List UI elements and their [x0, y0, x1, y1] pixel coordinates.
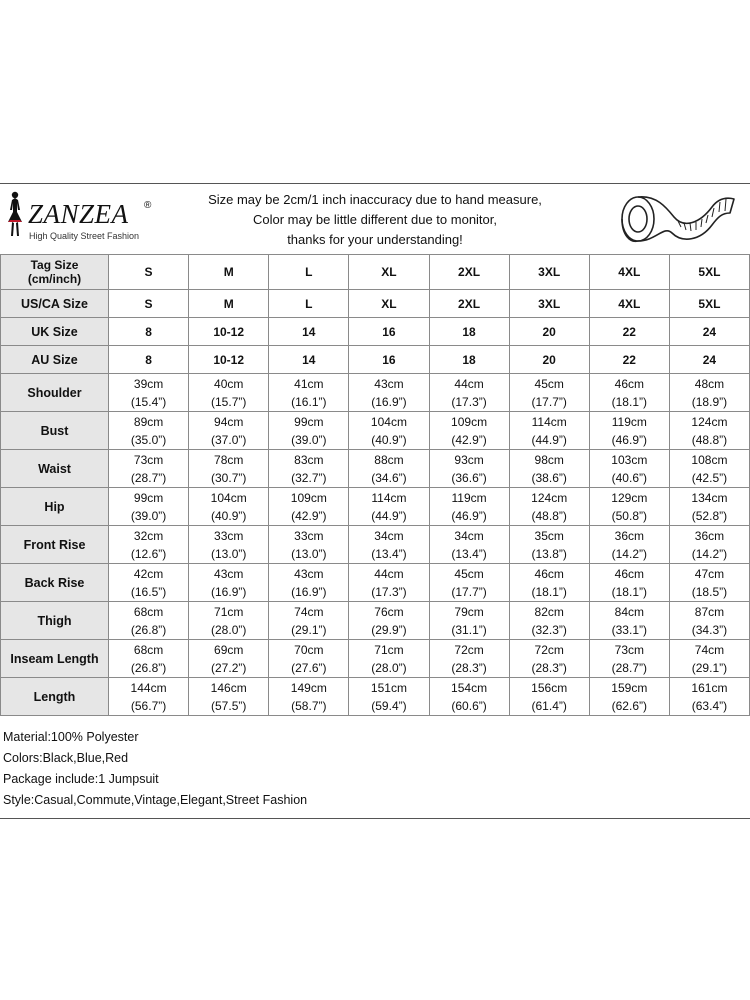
measurement-cell	[669, 412, 749, 450]
size-cell: 22	[589, 346, 669, 374]
cm-value: 44cm	[374, 566, 404, 581]
measurement-cell	[269, 640, 349, 678]
measurement-cell	[509, 450, 589, 488]
size-cell: 18	[429, 346, 509, 374]
cm-value: 46cm	[614, 376, 644, 391]
measurement-cell	[349, 602, 429, 640]
inch-value: (14.2”)	[691, 546, 728, 561]
inch-value: (63.4”)	[691, 698, 728, 713]
cm-value: 45cm	[534, 376, 564, 391]
measurement-cell	[349, 564, 429, 602]
tag-size-cell: 5XL	[669, 255, 749, 290]
row-label: Length	[1, 678, 109, 716]
inch-value: (16.9”)	[371, 394, 407, 409]
measurement-cell	[669, 450, 749, 488]
measurement-row	[1, 526, 750, 564]
notice-line-1: Size may be 2cm/1 inch inaccuracy due to hand measure,	[208, 192, 542, 207]
cm-value: 40cm	[214, 376, 244, 391]
inch-value: (13.0”)	[291, 546, 327, 561]
measurement-cell	[109, 488, 189, 526]
cm-value: 151cm	[370, 680, 407, 695]
measurement-cell	[349, 640, 429, 678]
measurement-cell	[589, 412, 669, 450]
cm-value: 47cm	[694, 566, 725, 581]
measurement-cell	[269, 450, 349, 488]
measurement-cell	[109, 678, 189, 716]
measurement-cell	[509, 602, 589, 640]
measurement-cell	[269, 488, 349, 526]
colors-text: Colors:Black,Blue,Red	[3, 751, 129, 765]
measurement-cell	[589, 640, 669, 678]
cm-value: 108cm	[691, 452, 728, 467]
tag-size-cell: 3XL	[509, 255, 589, 290]
tag-size-label	[1, 255, 109, 290]
inch-value: (15.4”)	[130, 394, 167, 409]
inch-value: (28.7”)	[130, 470, 167, 485]
measurement-cell	[669, 488, 749, 526]
size-table	[0, 254, 750, 716]
inch-value: (34.6”)	[371, 470, 407, 485]
inch-value: (29.1”)	[691, 660, 728, 675]
tag-size-cell: L	[269, 255, 349, 290]
row-label: US/CA Size	[1, 290, 109, 318]
inch-value: (40.6”)	[611, 470, 647, 485]
cm-value: 76cm	[374, 604, 404, 619]
inch-value: (50.8”)	[611, 508, 647, 523]
cm-value: 46cm	[614, 566, 644, 581]
measurement-cell	[189, 374, 269, 412]
cm-value: 48cm	[694, 376, 725, 391]
size-cell: 16	[349, 346, 429, 374]
product-details	[3, 727, 307, 811]
size-cell: 24	[669, 346, 749, 374]
measurement-row	[1, 678, 750, 716]
inch-value: (28.3”)	[451, 660, 487, 675]
row-label: UK Size	[1, 318, 109, 346]
tag-size-cell: M	[189, 255, 269, 290]
package-text: Package include:1 Jumpsuit	[3, 772, 159, 786]
measurement-cell	[669, 602, 749, 640]
measurement-row	[1, 602, 750, 640]
measurement-cell	[589, 450, 669, 488]
inch-value: (16.5”)	[130, 584, 167, 599]
inch-value: (32.7”)	[291, 470, 327, 485]
cm-value: 36cm	[694, 528, 725, 543]
cm-value: 46cm	[534, 566, 564, 581]
row-label: Inseam Length	[1, 640, 109, 678]
row-label: Waist	[1, 450, 109, 488]
inch-value: (48.8”)	[531, 508, 567, 523]
inch-value: (42.9”)	[291, 508, 327, 523]
cm-value: 35cm	[534, 528, 564, 543]
measurement-row	[1, 640, 750, 678]
cm-value: 84cm	[614, 604, 644, 619]
inch-value: (58.7”)	[291, 698, 327, 713]
measurement-cell	[269, 412, 349, 450]
measurement-cell	[669, 564, 749, 602]
cm-value: 74cm	[294, 604, 324, 619]
cm-value: 98cm	[534, 452, 564, 467]
row-label: Front Rise	[1, 526, 109, 564]
tag-size-cell: XL	[349, 255, 429, 290]
cm-value: 74cm	[694, 642, 725, 657]
material-text: Material:100% Polyester	[3, 730, 139, 744]
cm-value: 94cm	[214, 414, 244, 429]
inch-value: (42.5”)	[691, 470, 728, 485]
measurement-cell	[109, 602, 189, 640]
cm-value: 34cm	[374, 528, 404, 543]
cm-value: 68cm	[133, 604, 164, 619]
row-label: Hip	[1, 488, 109, 526]
cm-value: 69cm	[214, 642, 244, 657]
measurement-cell	[189, 602, 269, 640]
row-label: Bust	[1, 412, 109, 450]
inch-value: (16.9”)	[211, 584, 247, 599]
cm-value: 114cm	[531, 414, 567, 429]
inch-value: (56.7”)	[130, 698, 167, 713]
tag-size-cell: S	[109, 255, 189, 290]
measurement-cell	[349, 374, 429, 412]
measurement-cell	[269, 602, 349, 640]
brand-name: ZANZEA	[28, 199, 129, 229]
inch-value: (57.5”)	[211, 698, 247, 713]
measurement-cell	[589, 602, 669, 640]
size-cell: 5XL	[669, 290, 749, 318]
cm-value: 72cm	[534, 642, 564, 657]
cm-value: 83cm	[294, 452, 324, 467]
inch-value: (61.4”)	[531, 698, 567, 713]
inch-value: (42.9”)	[451, 432, 487, 447]
inch-value: (39.0”)	[291, 432, 327, 447]
size-cell: 10-12	[189, 318, 269, 346]
tag-size-cell: 2XL	[429, 255, 509, 290]
tag-size-cell: 4XL	[589, 255, 669, 290]
inch-value: (18.1”)	[611, 584, 647, 599]
inch-value: (44.9”)	[371, 508, 407, 523]
measurement-cell	[429, 450, 509, 488]
measurement-cell	[269, 526, 349, 564]
size-conversion-row	[1, 318, 750, 346]
measurement-cell	[509, 488, 589, 526]
size-chart-sheet	[0, 183, 750, 819]
cm-value: 39cm	[133, 376, 164, 391]
measurement-cell	[189, 526, 269, 564]
inch-value: (17.3”)	[371, 584, 407, 599]
inch-value: (14.2”)	[611, 546, 647, 561]
inch-value: (46.9”)	[611, 432, 647, 447]
inch-value: (15.7”)	[211, 394, 247, 409]
measurement-cell	[109, 374, 189, 412]
cm-value: 73cm	[133, 452, 164, 467]
inch-value: (17.7”)	[531, 394, 567, 409]
measurement-row	[1, 564, 750, 602]
cm-value: 144cm	[130, 680, 167, 695]
inch-value: (13.8”)	[531, 546, 567, 561]
registered-mark: ®	[144, 200, 152, 211]
cm-value: 71cm	[374, 642, 404, 657]
notice-line-2: Color may be little different due to monitor,	[253, 212, 497, 227]
cm-value: 159cm	[611, 680, 648, 695]
inch-value: (27.2”)	[211, 660, 247, 675]
measurement-notice	[180, 190, 570, 250]
cm-value: 149cm	[290, 680, 327, 695]
cm-value: 78cm	[214, 452, 244, 467]
size-cell: 20	[509, 318, 589, 346]
brand-logo	[4, 190, 164, 250]
cm-value: 129cm	[611, 490, 648, 505]
measurement-cell	[189, 412, 269, 450]
measurement-cell	[349, 450, 429, 488]
size-cell: 8	[109, 346, 189, 374]
inch-value: (48.8”)	[691, 432, 728, 447]
measurement-cell	[109, 564, 189, 602]
inch-value: (27.6”)	[291, 660, 327, 675]
measurement-cell	[509, 374, 589, 412]
inch-value: (16.9”)	[291, 584, 327, 599]
inch-value: (29.1”)	[291, 622, 327, 637]
measurement-cell	[189, 678, 269, 716]
measurement-cell	[589, 564, 669, 602]
size-cell: M	[189, 290, 269, 318]
size-cell: 24	[669, 318, 749, 346]
measurement-cell	[349, 678, 429, 716]
inch-value: (37.0”)	[211, 432, 247, 447]
cm-value: 45cm	[454, 566, 484, 581]
cm-value: 93cm	[454, 452, 484, 467]
measurement-cell	[429, 412, 509, 450]
measurement-row	[1, 488, 750, 526]
size-cell: 14	[269, 318, 349, 346]
cm-value: 154cm	[451, 680, 488, 695]
inch-value: (13.0”)	[211, 546, 247, 561]
measurement-cell	[189, 488, 269, 526]
measurement-cell	[429, 602, 509, 640]
tag-size-row	[1, 255, 750, 290]
cm-value: 88cm	[374, 452, 404, 467]
measurement-cell	[429, 526, 509, 564]
cm-value: 89cm	[133, 414, 164, 429]
cm-value: 79cm	[454, 604, 484, 619]
measurement-cell	[269, 678, 349, 716]
cm-value: 82cm	[534, 604, 564, 619]
inch-value: (30.7”)	[211, 470, 247, 485]
size-cell: 2XL	[429, 290, 509, 318]
measurement-cell	[589, 678, 669, 716]
cm-value: 119cm	[451, 490, 487, 505]
row-label: Back Rise	[1, 564, 109, 602]
inch-value: (13.4”)	[451, 546, 487, 561]
inch-value: (26.8”)	[130, 622, 167, 637]
cm-value: 87cm	[694, 604, 725, 619]
size-cell: 10-12	[189, 346, 269, 374]
row-label: Shoulder	[1, 374, 109, 412]
inch-value: (60.6”)	[451, 698, 487, 713]
inch-value: (29.9”)	[371, 622, 407, 637]
inch-value: (33.1”)	[611, 622, 647, 637]
measurement-cell	[109, 412, 189, 450]
cm-value: 42cm	[133, 566, 164, 581]
inch-value: (12.6”)	[130, 546, 167, 561]
cm-value: 156cm	[531, 680, 568, 695]
size-conversion-row	[1, 346, 750, 374]
size-cell: XL	[349, 290, 429, 318]
cm-value: 33cm	[294, 528, 324, 543]
inch-value: (44.9”)	[531, 432, 567, 447]
measurement-cell	[509, 678, 589, 716]
size-cell: 14	[269, 346, 349, 374]
measurement-cell	[269, 564, 349, 602]
cm-value: 43cm	[294, 566, 324, 581]
inch-value: (17.3”)	[451, 394, 487, 409]
size-cell: 20	[509, 346, 589, 374]
inch-value: (59.4”)	[371, 698, 407, 713]
row-label: AU Size	[1, 346, 109, 374]
measurement-cell	[669, 526, 749, 564]
measurement-cell	[429, 374, 509, 412]
cm-value: 70cm	[294, 642, 324, 657]
brand-tagline: High Quality Street Fashion	[29, 231, 140, 241]
cm-value: 68cm	[133, 642, 164, 657]
inch-value: (36.6”)	[451, 470, 487, 485]
size-chart-header	[0, 184, 750, 255]
cm-value: 72cm	[454, 642, 484, 657]
inch-value: (26.8”)	[130, 660, 167, 675]
inch-value: (40.9”)	[211, 508, 247, 523]
inch-value: (38.6”)	[531, 470, 567, 485]
inch-value: (28.0”)	[211, 622, 247, 637]
measurement-cell	[509, 412, 589, 450]
measurement-cell	[589, 488, 669, 526]
measurement-cell	[109, 450, 189, 488]
inch-value: (32.3”)	[531, 622, 567, 637]
cm-value: 114cm	[371, 490, 407, 505]
fashion-lady-icon	[4, 190, 26, 240]
measurement-cell	[349, 526, 429, 564]
cm-value: 104cm	[370, 414, 407, 429]
size-cell: 3XL	[509, 290, 589, 318]
measurement-cell	[509, 526, 589, 564]
cm-value: 124cm	[691, 414, 728, 429]
inch-value: (13.4”)	[371, 546, 407, 561]
inch-value: (52.8”)	[691, 508, 728, 523]
measurement-cell	[349, 412, 429, 450]
size-cell: 16	[349, 318, 429, 346]
measurement-cell	[429, 678, 509, 716]
measurement-cell	[189, 450, 269, 488]
size-conversion-row	[1, 290, 750, 318]
cm-value: 124cm	[531, 490, 568, 505]
measurement-cell	[669, 374, 749, 412]
tag-size-label-line1: Tag Size	[30, 258, 79, 272]
size-cell: 22	[589, 318, 669, 346]
measurement-cell	[109, 640, 189, 678]
measurement-cell	[509, 564, 589, 602]
size-cell: 4XL	[589, 290, 669, 318]
measurement-cell	[269, 374, 349, 412]
measurement-cell	[509, 640, 589, 678]
inch-value: (34.3”)	[691, 622, 728, 637]
size-cell: L	[269, 290, 349, 318]
cm-value: 32cm	[133, 528, 164, 543]
measurement-row	[1, 374, 750, 412]
size-cell: 18	[429, 318, 509, 346]
inch-value: (18.9”)	[691, 394, 728, 409]
cm-value: 73cm	[614, 642, 644, 657]
row-label: Thigh	[1, 602, 109, 640]
size-cell: 8	[109, 318, 189, 346]
measurement-row	[1, 450, 750, 488]
inch-value: (46.9”)	[451, 508, 487, 523]
inch-value: (17.7”)	[451, 584, 487, 599]
inch-value: (35.0”)	[130, 432, 167, 447]
measurement-row	[1, 412, 750, 450]
cm-value: 44cm	[454, 376, 484, 391]
cm-value: 41cm	[294, 376, 324, 391]
inch-value: (18.1”)	[531, 584, 567, 599]
measurement-cell	[109, 526, 189, 564]
measurement-cell	[429, 488, 509, 526]
cm-value: 134cm	[691, 490, 728, 505]
cm-value: 33cm	[214, 528, 244, 543]
cm-value: 109cm	[290, 490, 327, 505]
measurement-cell	[669, 678, 749, 716]
tag-size-label-line2: (cm/inch)	[27, 272, 82, 286]
measuring-tape-icon	[612, 187, 738, 251]
notice-line-3: thanks for your understanding!	[287, 232, 463, 247]
style-text: Style:Casual,Commute,Vintage,Elegant,Street Fashion	[3, 793, 308, 807]
cm-value: 103cm	[611, 452, 648, 467]
cm-value: 161cm	[691, 680, 728, 695]
cm-value: 43cm	[374, 376, 404, 391]
inch-value: (28.0”)	[371, 660, 407, 675]
cm-value: 119cm	[611, 414, 647, 429]
measurement-cell	[349, 488, 429, 526]
cm-value: 99cm	[294, 414, 324, 429]
cm-value: 109cm	[451, 414, 488, 429]
cm-value: 146cm	[210, 680, 247, 695]
measurement-cell	[589, 526, 669, 564]
cm-value: 36cm	[614, 528, 644, 543]
inch-value: (16.1”)	[291, 394, 327, 409]
cm-value: 71cm	[214, 604, 244, 619]
measurement-cell	[429, 640, 509, 678]
measurement-cell	[429, 564, 509, 602]
cm-value: 99cm	[133, 490, 164, 505]
measurement-cell	[189, 564, 269, 602]
cm-value: 104cm	[210, 490, 247, 505]
inch-value: (39.0”)	[130, 508, 167, 523]
measurement-cell	[189, 640, 269, 678]
cm-value: 34cm	[454, 528, 484, 543]
inch-value: (18.5”)	[691, 584, 728, 599]
size-cell: S	[109, 290, 189, 318]
cm-value: 43cm	[214, 566, 244, 581]
inch-value: (18.1”)	[611, 394, 647, 409]
inch-value: (40.9”)	[371, 432, 407, 447]
inch-value: (28.3”)	[531, 660, 567, 675]
inch-value: (28.7”)	[611, 660, 647, 675]
measurement-cell	[669, 640, 749, 678]
inch-value: (62.6”)	[611, 698, 647, 713]
inch-value: (31.1”)	[451, 622, 487, 637]
measurement-cell	[589, 374, 669, 412]
